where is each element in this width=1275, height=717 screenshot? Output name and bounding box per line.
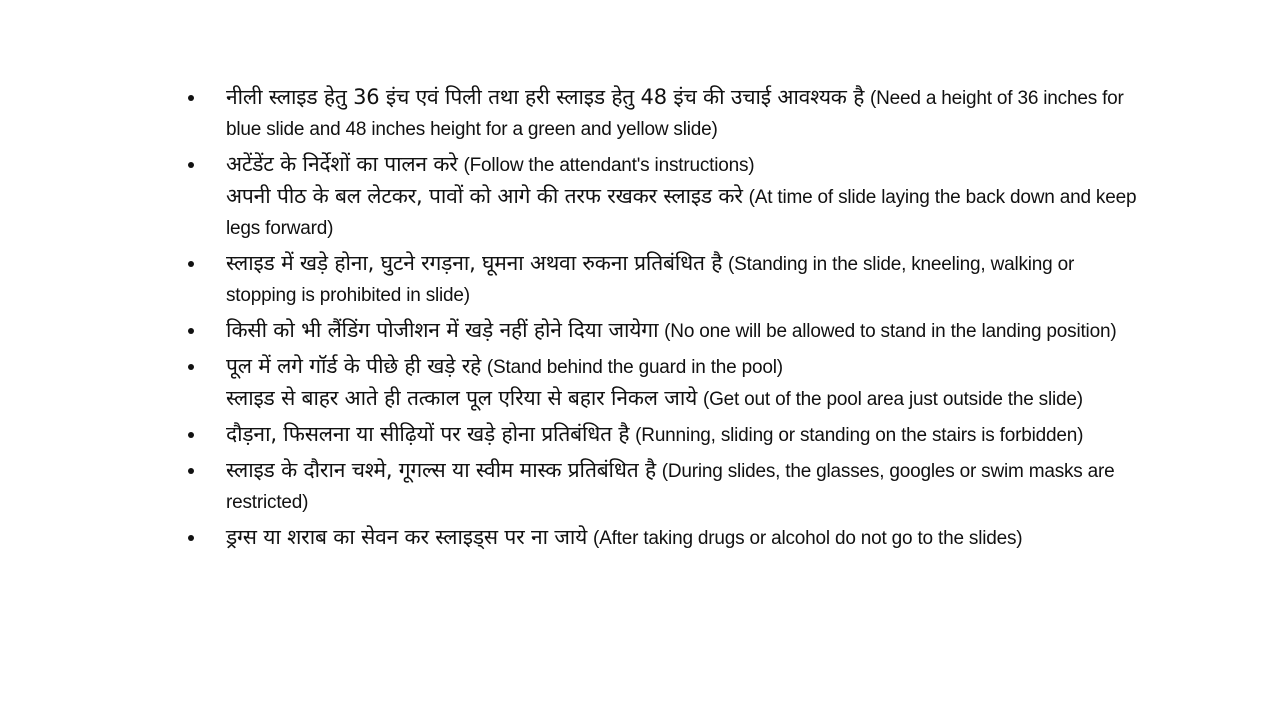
bullet-icon bbox=[188, 162, 194, 168]
rule-text-hindi: दौड़ना, फिसलना या सीढ़ियों पर खड़े होना प्रतिबंधित है bbox=[226, 422, 630, 446]
rule-text-hindi: किसी को भी लैंडिंग पोजीशन में खड़े नहीं होने दिया जायेगा bbox=[226, 318, 659, 342]
rule-text-english: (During slides, the glasses, googles or swim masks are restricted) bbox=[226, 461, 1115, 513]
rule-text-english: (No one will be allowed to stand in the landing position) bbox=[664, 321, 1117, 342]
bullet-icon bbox=[188, 261, 194, 267]
rule-text bbox=[226, 82, 1146, 145]
rule-text-hindi: अपनी पीठ के बल लेटकर, पावों को आगे की तरफ रखकर स्लाइड करे bbox=[226, 184, 743, 208]
bullet-icon bbox=[188, 432, 194, 438]
rule-text bbox=[226, 315, 1146, 347]
bullet-icon bbox=[188, 328, 194, 334]
rule-text-hindi: स्लाइड के दौरान चश्मे, गूगल्स या स्वीम मास्क प्रतिबंधित है bbox=[226, 458, 656, 482]
rule-text bbox=[226, 419, 1146, 451]
rule-text-english: (Need a height of 36 inches for blue slide and 48 inches height for a green and yellow slide) bbox=[226, 88, 1124, 140]
rule-text-hindi: अटेंडेंट के निर्देशों का पालन करे bbox=[226, 152, 458, 176]
rule-text bbox=[226, 181, 1146, 244]
rule-text-english: (At time of slide laying the back down and keep legs forward) bbox=[226, 187, 1137, 239]
rule-text-hindi: नीली स्लाइड हेतु 36 इंच एवं पिली तथा हरी स्लाइड हेतु 48 इंच की उचाई आवश्यक है bbox=[226, 85, 865, 109]
rule-item bbox=[186, 315, 1146, 347]
bullet-icon bbox=[188, 364, 194, 370]
bullet-icon bbox=[188, 535, 194, 541]
rules-list bbox=[186, 82, 1146, 558]
rule-text bbox=[226, 149, 1146, 181]
rule-text-english: (After taking drugs or alcohol do not go to the slides) bbox=[592, 528, 1023, 549]
rule-text-hindi: स्लाइड में खड़े होना, घुटने रगड़ना, घूमना अथवा रुकना प्रतिबंधित है bbox=[226, 251, 723, 275]
rule-item bbox=[186, 419, 1146, 451]
rule-text-english: (Running, sliding or standing on the stairs is forbidden) bbox=[635, 425, 1084, 446]
rule-item bbox=[186, 248, 1146, 311]
rule-text-english: (Get out of the pool area just outside the slide) bbox=[702, 389, 1083, 410]
rule-text-english: (Stand behind the guard in the pool) bbox=[486, 357, 783, 378]
rule-text-hindi: ड्रग्स या शराब का सेवन कर स्लाइड्स पर ना जाये bbox=[226, 525, 588, 549]
bullet-icon bbox=[188, 95, 194, 101]
bullet-icon bbox=[188, 468, 194, 474]
rule-text bbox=[226, 383, 1146, 415]
rule-item bbox=[186, 522, 1146, 554]
rule-text-hindi: स्लाइड से बाहर आते ही तत्काल पूल एरिया से बहार निकल जाये bbox=[226, 386, 698, 410]
rule-text bbox=[226, 455, 1146, 518]
rule-text-english: (Follow the attendant's instructions) bbox=[463, 155, 755, 176]
rule-text bbox=[226, 351, 1146, 383]
rule-text bbox=[226, 248, 1146, 311]
rule-text bbox=[226, 522, 1146, 554]
rule-item bbox=[186, 82, 1146, 145]
rule-text-english: (Standing in the slide, kneeling, walking or stopping is prohibited in slide) bbox=[226, 254, 1075, 306]
rule-text-hindi: पूल में लगे गॉर्ड के पीछे ही खड़े रहे bbox=[226, 354, 482, 378]
rule-item bbox=[186, 455, 1146, 518]
rule-item bbox=[186, 351, 1146, 415]
rule-item bbox=[186, 149, 1146, 244]
